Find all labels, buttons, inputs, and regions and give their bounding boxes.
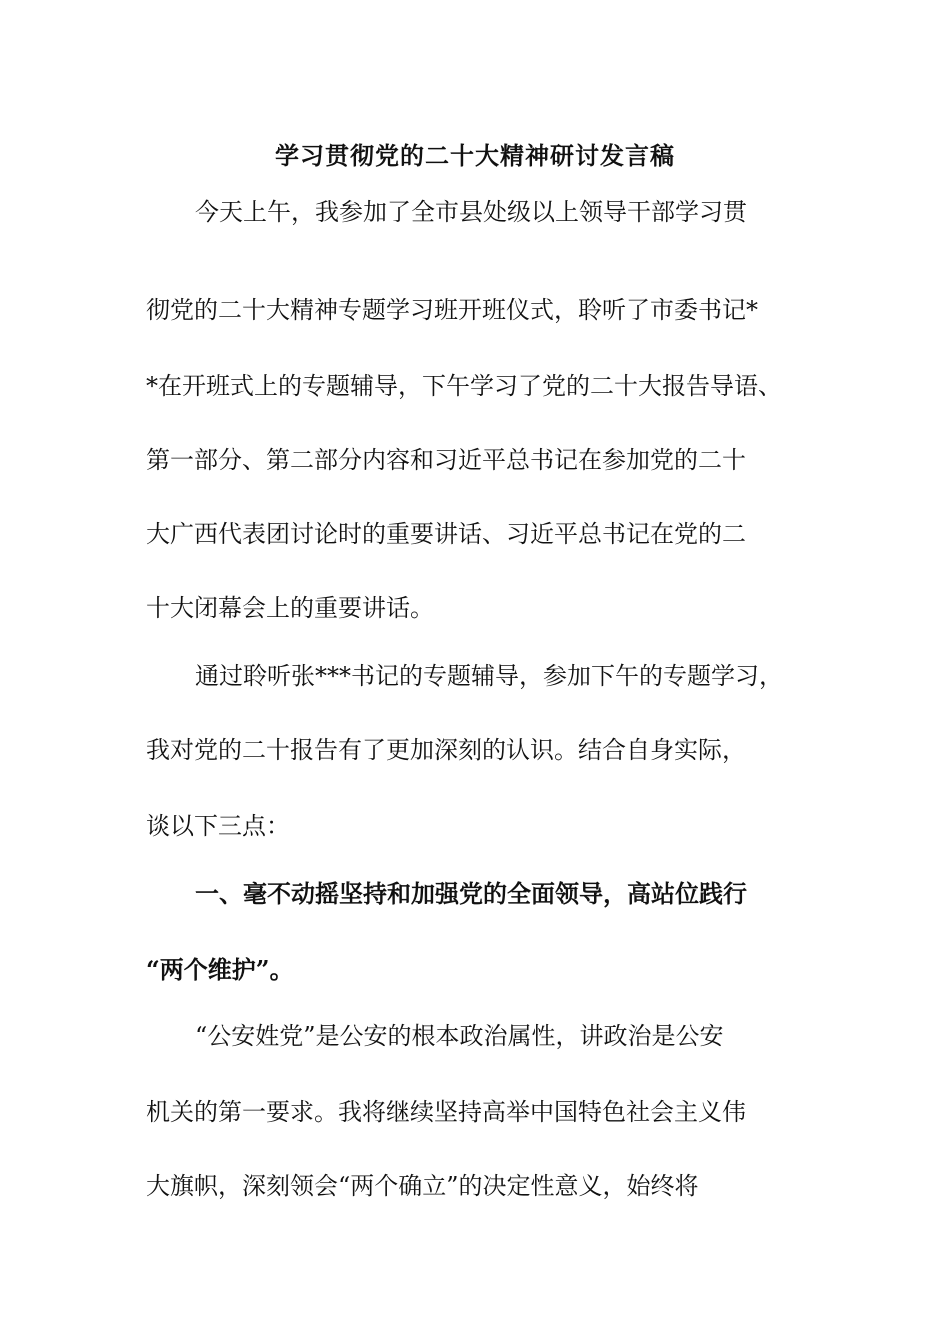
section-heading-1-line-2: “两个维护”。 <box>146 955 294 984</box>
paragraph-1-line-2: 彻党的二十大精神专题学习班开班仪式，聆听了市委书记* <box>146 296 758 324</box>
paragraph-1-line-1: 今天上午，我参加了全市县处级以上领导干部学习贯 <box>195 198 747 226</box>
paragraph-2-line-1: 通过聆听张***书记的专题辅导，参加下午的专题学习， <box>195 662 783 690</box>
paragraph-1-line-6: 十大闭幕会上的重要讲话。 <box>146 594 434 622</box>
paragraph-2-line-3: 谈以下三点： <box>146 812 290 840</box>
document-title: 学习贯彻党的二十大精神研讨发言稿 <box>275 141 675 170</box>
paragraph-1-line-4: 第一部分、第二部分内容和习近平总书记在参加党的二十 <box>146 446 746 474</box>
paragraph-3-line-3: 大旗帜，深刻领会“两个确立”的决定性意义，始终将 <box>146 1172 699 1200</box>
paragraph-3-line-1: “公安姓党”是公安的根本政治属性，讲政治是公安 <box>195 1022 724 1050</box>
section-heading-1-line-1: 一、毫不动摇坚持和加强党的全面领导，高站位践行 <box>195 879 747 908</box>
paragraph-3-line-2: 机关的第一要求。我将继续坚持高举中国特色社会主义伟 <box>146 1098 746 1126</box>
paragraph-2-line-2: 我对党的二十报告有了更加深刻的认识。结合自身实际， <box>146 736 746 764</box>
paragraph-1-line-3: *在开班式上的专题辅导，下午学习了党的二十大报告导语、 <box>146 372 782 400</box>
paragraph-1-line-5: 大广西代表团讨论时的重要讲话、习近平总书记在党的二 <box>146 520 746 548</box>
